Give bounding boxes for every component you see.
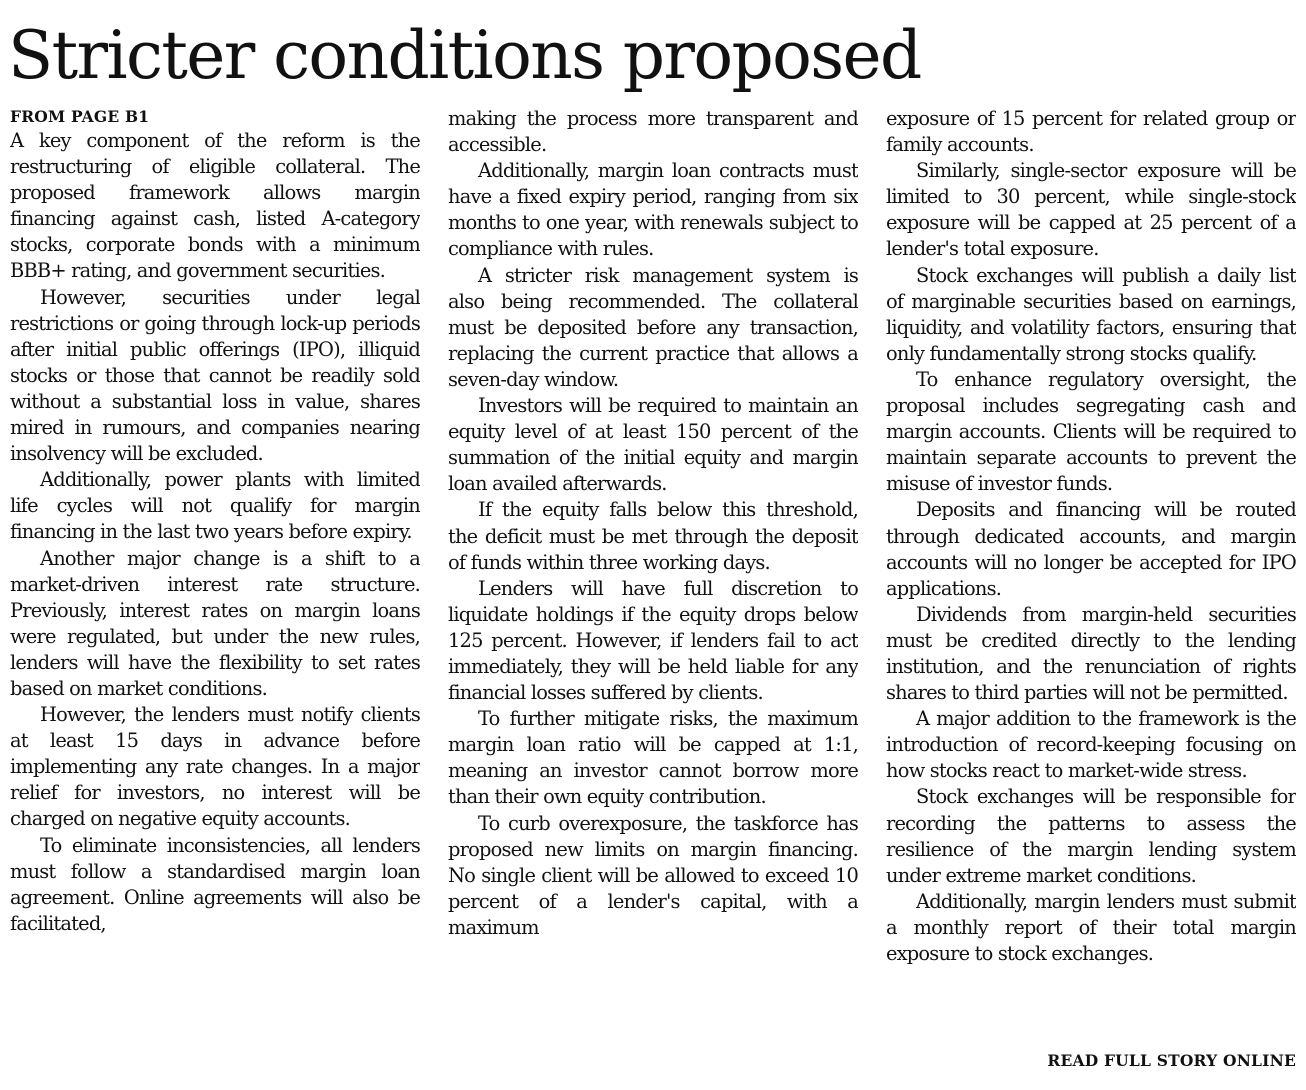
- paragraph: However, the lenders must notify clients at least 15 days in advance before implementing any rate changes. In a major relief for investors, no interest will be charged on negative equity accounts.: [10, 703, 420, 831]
- paragraph: However, securities under legal restrictions or going through lock-up periods after initial public offerings (IPO), illiquid stocks or those that cannot be readily sold without a substantial loss in value, shares mired in rumours, and companies nearing insolvency will be excluded.: [10, 285, 420, 466]
- paragraph: Investors will be required to maintain an equity level of at least 150 percent of the summation of the initial equity and margin loan availed afterwards.: [448, 394, 858, 496]
- paragraph: Stock exchanges will publish a daily list of marginable securities based on earnings, liquidity, and volatility factors, ensuring that only fundamentally strong stocks qualify.: [886, 263, 1296, 365]
- paragraph: A key component of the reform is the restructuring of eligible collateral. The proposed framework allows margin financing against cash, listed A-category stocks, corporate bonds with a minimum BBB+ rating, and government securities.: [10, 129, 420, 283]
- paragraph: Lenders will have full discretion to liquidate holdings if the equity drops below 125 percent. However, if lenders fail to act immediately, they will be held liable for any financial losses suffered by clients.: [448, 576, 858, 705]
- paragraph: Dividends from margin-held securities must be credited directly to the lending institution, and the renunciation of rights shares to third parties will not be permitted.: [886, 602, 1296, 705]
- column-1: [10, 106, 420, 1072]
- column-2: [448, 106, 858, 1072]
- paragraph: making the process more transparent and accessible.: [448, 107, 858, 157]
- paragraph: To curb overexposure, the taskforce has proposed new limits on margin financing. No single client will be allowed to exceed 10 percent of a lender's capital, with a maximum: [448, 811, 858, 939]
- headline: Stricter conditions proposed: [8, 17, 921, 94]
- paragraph: If the equity falls below this threshold, the deficit must be met through the deposit of funds within three working days.: [448, 498, 858, 574]
- paragraph: Another major change is a shift to a market-driven interest rate structure. Previously, interest rates on margin loans were regulated, but under the new rules, lenders will have the flexibility to set rates based on market conditions.: [10, 546, 420, 700]
- paragraph: exposure of 15 percent for related group or family accounts.: [886, 107, 1296, 157]
- paragraph: A major addition to the framework is the introduction of record-keeping focusing on how stocks react to market-wide stress.: [886, 707, 1296, 783]
- page-jump-kicker: FROM PAGE B1: [10, 107, 150, 126]
- paragraph: Additionally, margin loan contracts must have a fixed expiry period, ranging from six months to one year, with renewals subject to compliance with rules.: [448, 159, 858, 261]
- read-full-story-label: READ FULL STORY ONLINE: [1047, 1051, 1296, 1070]
- paragraph: Stock exchanges will be responsible for recording the patterns to assess the resilience of the margin lending system under extreme market conditions.: [886, 785, 1296, 887]
- paragraph: To further mitigate risks, the maximum margin loan ratio will be capped at 1:1, meaning an investor cannot borrow more than their own equity contribution.: [448, 707, 858, 809]
- paragraph: To enhance regulatory oversight, the proposal includes segregating cash and margin accounts. Clients will be required to maintain separate accounts to prevent the misuse of investor funds.: [886, 367, 1296, 496]
- paragraph: Additionally, margin lenders must submit a monthly report of their total margin exposure to stock exchanges.: [886, 889, 1296, 965]
- column-3: [886, 106, 1296, 1072]
- paragraph: To eliminate inconsistencies, all lenders must follow a standardised margin loan agreement. Online agreements will also be facilitated,: [10, 833, 420, 935]
- paragraph: A stricter risk management system is also being recommended. The collateral must be deposited before any transaction, replacing the current practice that allows a seven-day window.: [448, 263, 858, 391]
- paragraph: Deposits and financing will be routed through dedicated accounts, and margin accounts will no longer be accepted for IPO applications.: [886, 498, 1296, 600]
- article-body: [10, 106, 1296, 1072]
- paragraph: Similarly, single-sector exposure will be limited to 30 percent, while single-stock exposure will be capped at 25 percent of a lender's total exposure.: [886, 159, 1296, 261]
- paragraph: Additionally, power plants with limited life cycles will not qualify for margin financing in the last two years before expiry.: [10, 468, 420, 544]
